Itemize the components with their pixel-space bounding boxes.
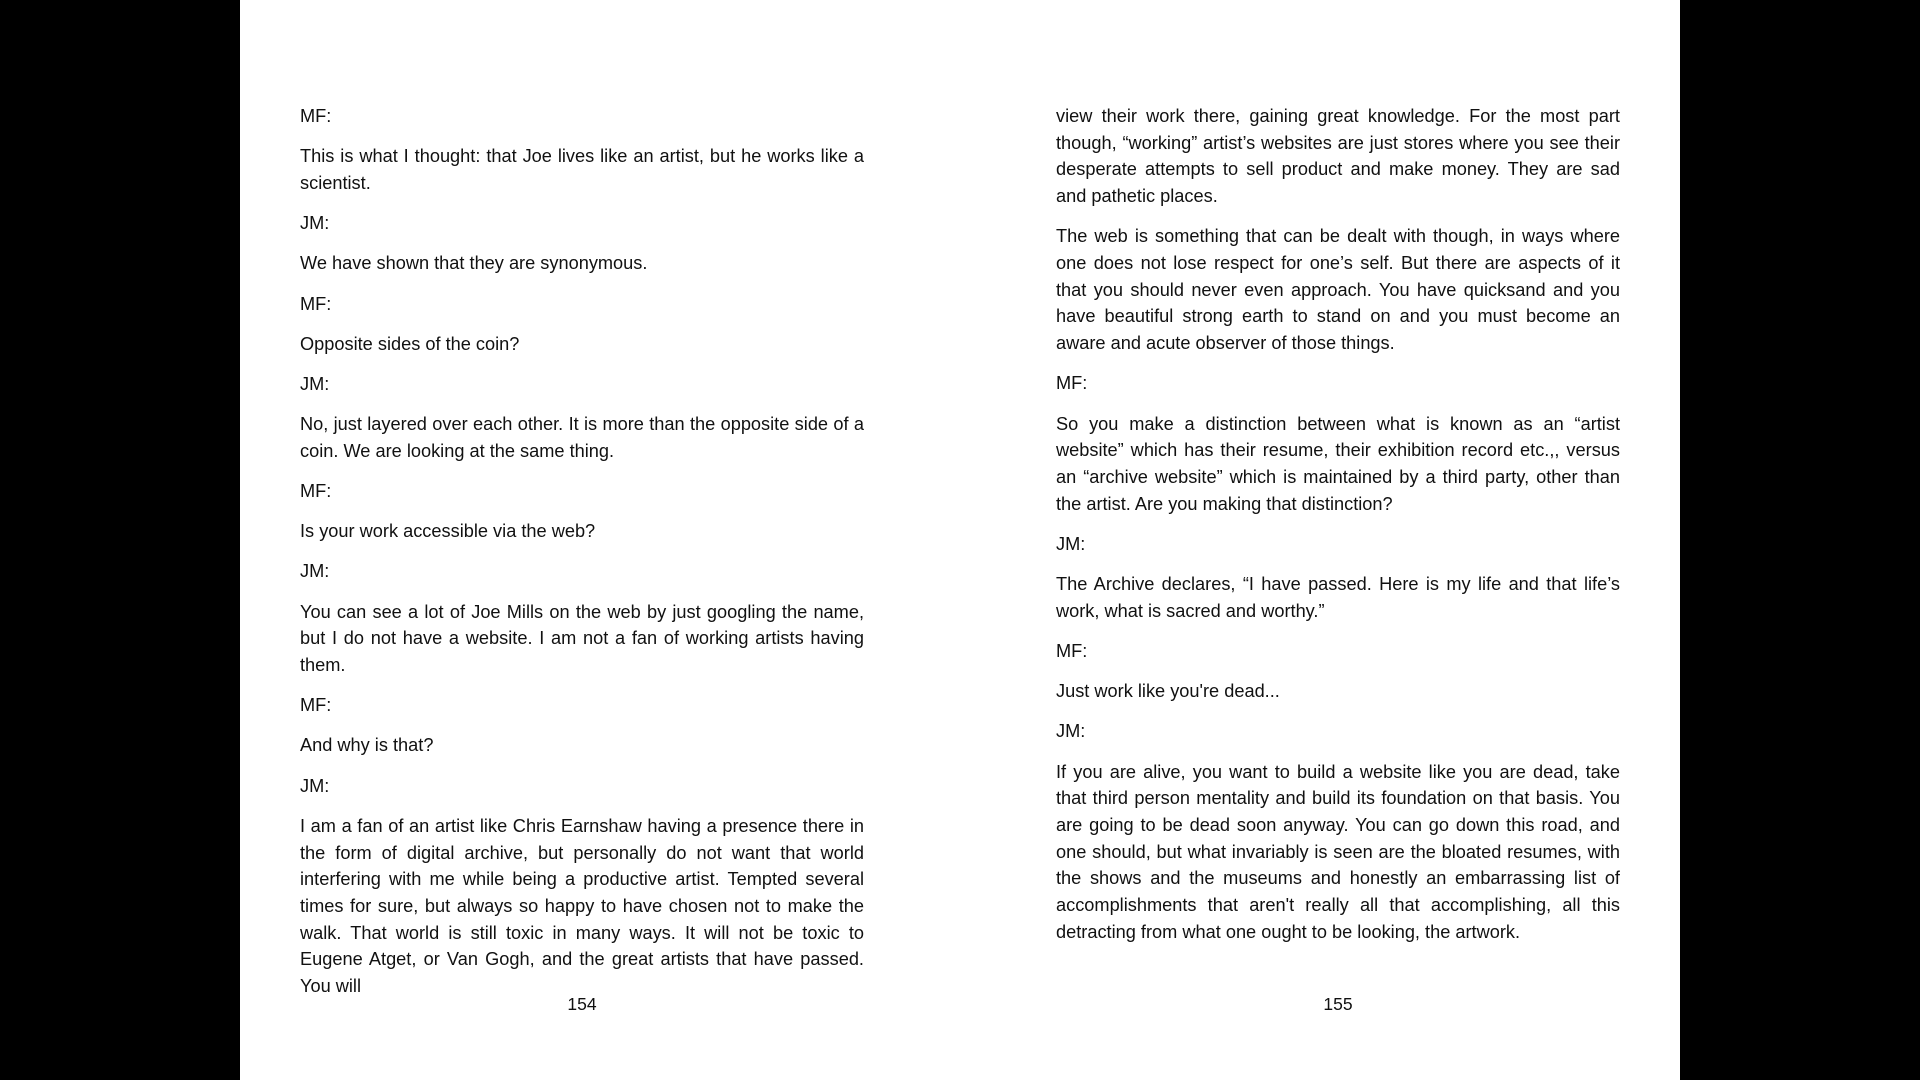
page-number: 155: [1323, 994, 1353, 1014]
paragraph: We have shown that they are synonymous.: [300, 253, 648, 274]
paragraph: I am a fan of an artist like Chris Earnshaw having a presence there in the form of digital archive, but personally do not want that world interfering with me while being a productive artist. Tempted several times for sure, but always so happy to have chosen not to make the walk. That world is still toxic in many ways. It will not be toxic to Eugene Atget, or Van Gogh, and the great artists that have passed. You will: [300, 815, 864, 997]
paragraph: You can see a lot of Joe Mills on the web by just googling the name, but I do not have a website. I am not a fan of working artists having them.: [300, 601, 864, 676]
paragraph: Just work like you're dead...: [1056, 681, 1280, 702]
book-spread: [240, 0, 1680, 1080]
right-page-text: [1056, 103, 1620, 959]
left-page-text: [300, 103, 864, 1013]
left-page: [240, 0, 960, 1080]
paragraph: The web is something that can be dealt with though, in ways where one does not lose respect for one’s self. But there are aspects of it that you should never even approach. You have quicksand and you have beautiful strong earth to stand on and you must become an aware and acute observer of those things.: [1056, 226, 1620, 354]
right-page: [960, 0, 1680, 1080]
paragraph: The Archive declares, “I have passed. Here is my life and that life’s work, what is sacred and worthy.”: [1056, 574, 1620, 621]
page-number: 154: [567, 994, 597, 1014]
speaker-label: MF:: [300, 106, 332, 126]
speaker-label: MF:: [300, 695, 332, 716]
paragraph: If you are alive, you want to build a website like you are dead, take that third person mentality and build its foundation on that basis. You are going to be dead soon anyway. You can go down this road, and one should, but what invariably is seen are the bloated resumes, with the shows and the museums and honestly an embarrassing list of accomplishments that aren't really all that accomplishing, all this detracting from what one ought to be looking, the artwork.: [1056, 761, 1620, 942]
paragraph: This is what I thought: that Joe lives like an artist, but he works like a scientist.: [300, 146, 864, 193]
speaker-label: JM:: [1056, 721, 1086, 742]
speaker-label: MF:: [1056, 373, 1088, 394]
speaker-label: JM:: [1056, 533, 1086, 554]
speaker-label: JM:: [300, 775, 330, 796]
speaker-label: JM:: [300, 561, 330, 582]
paragraph: And why is that?: [300, 735, 434, 756]
speaker-label: MF:: [300, 481, 332, 502]
speaker-label: MF:: [1056, 640, 1088, 661]
paragraph: Is your work accessible via the web?: [300, 521, 596, 542]
paragraph: So you make a distinction between what is known as an “artist website” which has their resume, their exhibition record etc.,, versus an “archive website” which is maintained by a third party, other than the artist. Are you making that distinction?: [1056, 413, 1620, 514]
speaker-label: MF:: [300, 293, 332, 314]
paragraph: Opposite sides of the coin?: [300, 333, 520, 354]
paragraph: view their work there, gaining great knowledge. For the most part though, “working” artist’s websites are just stores where you see their desperate attempts to sell product and make money. They are sad and pathetic places.: [1056, 106, 1620, 207]
paragraph: No, just layered over each other. It is more than the opposite side of a coin. We are looking at the same thing.: [300, 414, 864, 461]
speaker-label: JM:: [300, 373, 330, 394]
speaker-label: JM:: [300, 213, 330, 234]
